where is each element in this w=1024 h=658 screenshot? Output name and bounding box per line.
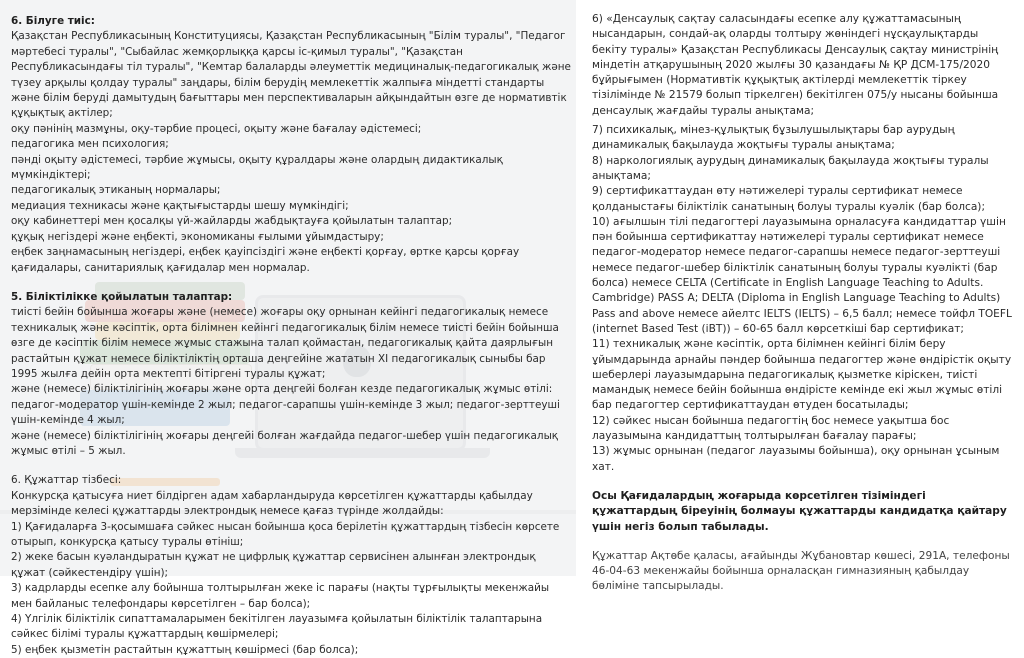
list-item: 9) сертификаттаудан өту нәтижелері туралы сертификат немесе қолданыстағы біліктілік санатының болуы туралы куәлік (бар болса); — [592, 185, 986, 213]
list-item: тиісті бейін бойынша жоғары және (немесе) жоғары оқу орнынан кейінгі педагогикалық немесе техникалық және кәсіптік, орта білімнен кейінгі педагогикалық білім немесе тиісті бейін бойынша өзге де кәсіптік білім немесе жұмыс стажына талап қоймастан, педагогикалық қайта даярлығын растайтын құжат немесе біліктіліктің орташа деңгейіне жататын XI педагогикалық сыныбы бар 1995 жылға дейін орта мектепті бітіргені туралы құжат; — [11, 306, 559, 380]
section-heading-must-know: 6. Білуге тиіс: — [11, 15, 95, 27]
list-item: педагогикалық этиканың нормалары; — [11, 184, 221, 197]
section-heading-qualification: 5. Біліктілікке қойылатын талаптар: — [11, 290, 233, 303]
list-item: еңбек заңнамасының негіздері, еңбек қауіпсіздігі және еңбекті қорғау, өртке қарсы қорғау қағидалары, санитариялық қағидалар мен нормалар. — [11, 246, 520, 274]
list-item: оқу кабинеттері мен қосалқы үй-жайларды жабдықтауға қойылатын талаптар; — [11, 215, 453, 228]
list-item: 8) наркологиялық аурудың динамикалық бақылауда жоқтығы туралы анықтама; — [592, 154, 989, 182]
list-item: 6) «Денсаулық сақтау саласындағы есепке алу құжаттамасының нысандарын, сондай-ақ оларды толтыру жөніндегі нұсқаулықтарды бекіту туралы» Қазақстан Республикасы Денсаулық сақтау министрінің міндетін атқарушының 2020 жылғы 30 қазандағы № ҚР ДСМ-175/2020 бұйрығымен (Нормативтік құқықтық актілерді мемлекеттік тіркеу тізілімінде № 21579 болып тіркелген) бекітілген 075/у нысаны бойынша денсаулық жағдайы туралы анықтама; — [592, 13, 999, 117]
right-column-text — [592, 12, 1012, 595]
list-item: құқық негіздері және еңбекті, экономиканы ғылыми ұйымдастыру; — [11, 230, 384, 243]
list-item: 7) психикалық, мінез-құлықтық бұзылушылықтары бар аурудың динамикалық бақылауда жоқтығы туралы анықтама; — [592, 124, 955, 152]
list-item: 3) кадрларды есепке алу бойынша толтырылған жеке іс парағы (нақты тұрғылықты мекенжайы мен байланыс телефондары көрсетілген – бар болса); — [11, 582, 550, 610]
submission-address-note: Құжаттар Ақтөбе қаласы, ағайынды Жұбановтар көшесі, 291А, телефоны 46-04-63 мекенжайы бойынша орналасқан гимназияның қабылдау бөліміне тапсырылады. — [592, 549, 1010, 593]
documents-intro: Конкурсқа қатысуға ниет білдірген адам хабарландыруда көрсетілген құжаттарды қабылдау мерзімінде келесі құжаттарды электрондық немесе қағаз түрінде жолдайды: — [11, 489, 533, 518]
list-item: 2) жеке басын куәландыратын құжат не цифрлық құжаттар сервисінен алынған электрондық құжат (сәйкестендіру үшін); — [11, 551, 536, 579]
list-item: 4) Үлгілік біліктілік сипаттамаларымен бекітілген лауазымға қойылатын біліктілік талаптарына сәйкес білімі туралы құжаттардың көшірмелері; — [11, 613, 543, 641]
list-item: 5) еңбек қызметін растайтын құжаттың көшірмесі (бар болса); — [11, 643, 359, 656]
list-item: 10) ағылшын тілі педагогтері лауазымына орналасуға кандидаттар үшін пән бойынша сертификаттау нәтижелері туралы сертификат немесе педагог-модератор немесе педагог-сарапшы немесе педагог-зерттеуші немесе педагог-шебер біліктілік санатының болуы туралы куәлікті (бар болса) немесе CELTA (Certificate in English Language Teaching to Adults. Cambridge) PASS A; DELTA (Diploma in English Language Teaching to Adults) Pass and above немесе айелтс IELTS (IELTS) – 6,5 балл; немесе тойфл TOEFL (internet Based Test (iBT)) – 60-65 балл көрсеткіші бар сертификат; — [592, 215, 1012, 335]
section-heading-documents: 6. Құжаттар тізбесі: — [11, 474, 122, 487]
list-item: Қазақстан Республикасының Конституциясы, Қазақстан Республикасының "Білім туралы", "Педагог мәртебесі туралы", "Сыбайлас жемқорлыққа қарсы іс-қимыл туралы", "Қазақстан Республикасындағы тіл туралы", "Кемтар балаларды әлеуметтік медициналық-педагогикалық және түзеу арқылы қолдау туралы" заңдары, білім берудің мемлекеттік жалпыға міндетті стандарты және білім беруді дамытудың бағыттары мен перспективаларын айқындайтын өзге де нормативтік құқықтық актілер; — [11, 30, 571, 120]
list-item: педагогика мен психология; — [11, 138, 169, 151]
list-item: және (немесе) біліктілігінің жоғары және орта деңгейі болған кезде педагогикалық жұмыс өтілі: педагог-модератор үшін-кемінде 2 жыл; педагог-сарапшы үшін-кемінде 3 жыл; педагог-зерттеуші үшін-кемінде 4 жыл; — [11, 383, 560, 427]
list-item: 1) Қағидаларға 3-қосымшаға сәйкес нысан бойынша қоса берілетін құжаттардың тізбесін көрсете отырып, конкурсқа қатысу туралы өтініш; — [11, 520, 560, 548]
return-note: Осы Қағидалардың жоғарыда көрсетілген тізіміндегі құжаттардың біреуінің болмауы құжаттарды кандидатқа қайтару үшін негіз болып табылады. — [592, 489, 1007, 533]
left-column-text — [11, 14, 571, 658]
list-item: пәнді оқыту әдістемесі, тәрбие жұмысы, оқыту құралдары және олардың дидактикалық мүмкіндіктері; — [11, 153, 503, 182]
list-item: және (немесе) біліктілігінің жоғары деңгейі болған жағдайда педагог-шебер үшін педагогикалық жұмыс өтілі – 5 жыл. — [11, 429, 559, 457]
list-item: 12) сәйкес нысан бойынша педагогтің бос немесе уақытша бос лауазымына кандидаттың толтырылған бағалау парағы; — [592, 414, 950, 443]
list-item: оқу пәнінің мазмұны, оқу-тәрбие процесі, оқыту және бағалау әдістемесі; — [11, 122, 422, 135]
list-item: 13) жұмыс орнынан (педагог лауазымы бойынша), оқу орнынан ұсыным хат. — [592, 445, 1000, 473]
list-item: медиация техникасы және қақтығыстарды шешу мүмкіндігі; — [11, 199, 349, 212]
list-item: 11) техникалық және кәсіптік, орта білімнен кейінгі білім беру ұйымдарында арнайы пәндер бойынша педагогтер және өндірістік оқыту шеберлері лауазымдарына педагогикалық қызметке кіріскен, тиісті мамандық немесе бейін бойынша өндірісте кемінде екі жыл жұмыс өтілі бар педагогтер сертификаттаудан өтуден босатылады; — [592, 338, 1012, 412]
